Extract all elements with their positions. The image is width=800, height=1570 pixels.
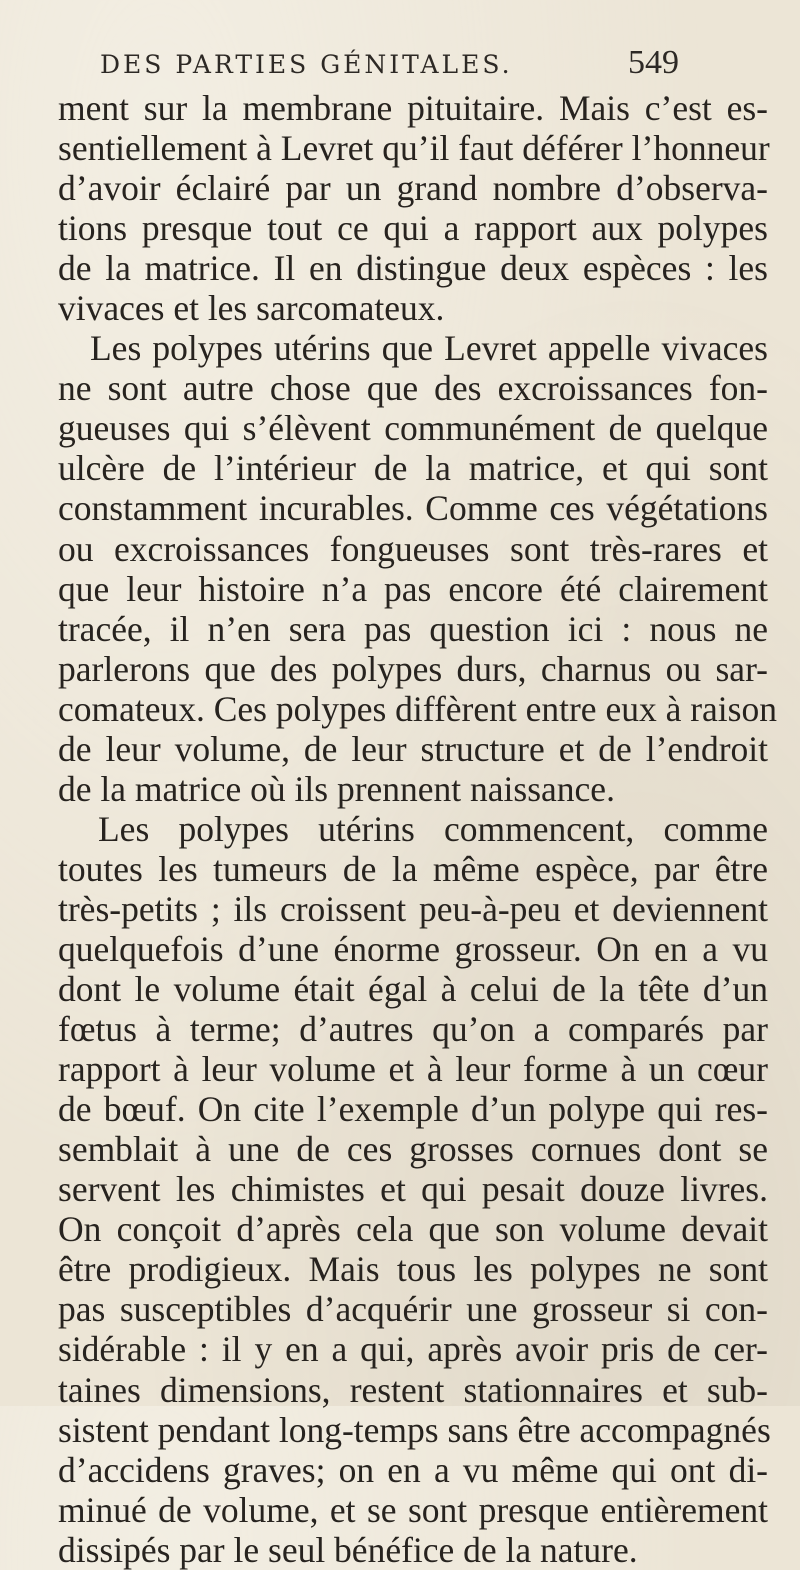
text-line: semblait à une de ces grosses cornues dont se bbox=[58, 1129, 768, 1170]
body-text bbox=[58, 88, 777, 1570]
text-line: de la matrice où ils prennent naissance. bbox=[58, 768, 615, 809]
text-line: d’avoir éclairé par un grand nombre d’observa- bbox=[58, 168, 768, 209]
text-line: sistent pendant long-temps sans être accompagnés bbox=[58, 1409, 771, 1450]
text-line: vivaces et les sarcomateux. bbox=[58, 288, 445, 329]
text-line: taines dimensions, restent stationnaires et sub- bbox=[58, 1369, 768, 1410]
text-line: de leur volume, de leur structure et de l’endroit bbox=[58, 728, 768, 769]
text-line: que leur histoire n’a pas encore été clairement bbox=[58, 568, 768, 609]
text-line: Les polypes utérins que Levret appelle vivaces bbox=[90, 328, 768, 369]
text-line: minué de volume, et se sont presque entièrement bbox=[58, 1489, 768, 1530]
text-line: pas susceptibles d’acquérir une grosseur si con- bbox=[58, 1289, 768, 1330]
text-line: ment sur la membrane pituitaire. Mais c’est es- bbox=[58, 88, 768, 128]
text-line: être prodigieux. Mais tous les polypes ne sont bbox=[58, 1249, 768, 1290]
text-line: de la matrice. Il en distingue deux espèces : les bbox=[58, 248, 768, 289]
text-line: toutes les tumeurs de la même espèce, par être bbox=[58, 848, 768, 889]
text-line: fœtus à terme; d’autres qu’on a comparés par bbox=[58, 1009, 768, 1050]
text-line: Les polypes utérins commencent, comme bbox=[98, 808, 768, 849]
text-line: quelquefois d’une énorme grosseur. On en a vu bbox=[58, 928, 768, 969]
text-line: On conçoit d’après cela que son volume devait bbox=[58, 1209, 768, 1250]
text-line: dont le volume était égal à celui de la tête d’un bbox=[58, 969, 768, 1010]
text-line: très-petits ; ils croissent peu-à-peu et deviennent bbox=[58, 888, 768, 929]
text-line: dissipés par le seul bénéfice de la nature. bbox=[58, 1529, 638, 1570]
text-line: constamment incurables. Comme ces végétations bbox=[58, 488, 768, 529]
text-line: tions presque tout ce qui a rapport aux polypes bbox=[58, 208, 768, 249]
text-line: d’accidens graves; on en a vu même qui ont di- bbox=[58, 1449, 768, 1490]
page-number: 549 bbox=[628, 44, 679, 81]
text-line: gueuses qui s’élèvent communément de quelque bbox=[58, 408, 768, 449]
text-line: de bœuf. On cite l’exemple d’un polype qui res- bbox=[58, 1089, 768, 1130]
running-title: DES PARTIES GÉNITALES. bbox=[100, 50, 513, 79]
text-line: rapport à leur volume et à leur forme à un cœur bbox=[58, 1049, 768, 1090]
running-head bbox=[0, 44, 800, 84]
text-line: servent les chimistes et qui pesait douze livres. bbox=[58, 1169, 768, 1210]
text-line: comateux. Ces polypes diffèrent entre eux à raison bbox=[58, 688, 777, 729]
text-line: sidérable : il y en a qui, après avoir pris de cer- bbox=[58, 1329, 768, 1370]
text-line: ou excroissances fongueuses sont très-rares et bbox=[58, 528, 768, 569]
text-line: ulcère de l’intérieur de la matrice, et qui sont bbox=[58, 448, 768, 489]
text-line: tracée, il n’en sera pas question ici : nous ne bbox=[58, 608, 768, 649]
text-line: parlerons que des polypes durs, charnus ou sar- bbox=[58, 648, 768, 689]
text-line: ne sont autre chose que des excroissances fon- bbox=[58, 368, 768, 409]
text-line: sentiellement à Levret qu’il faut déférer l’honneur bbox=[58, 128, 770, 169]
